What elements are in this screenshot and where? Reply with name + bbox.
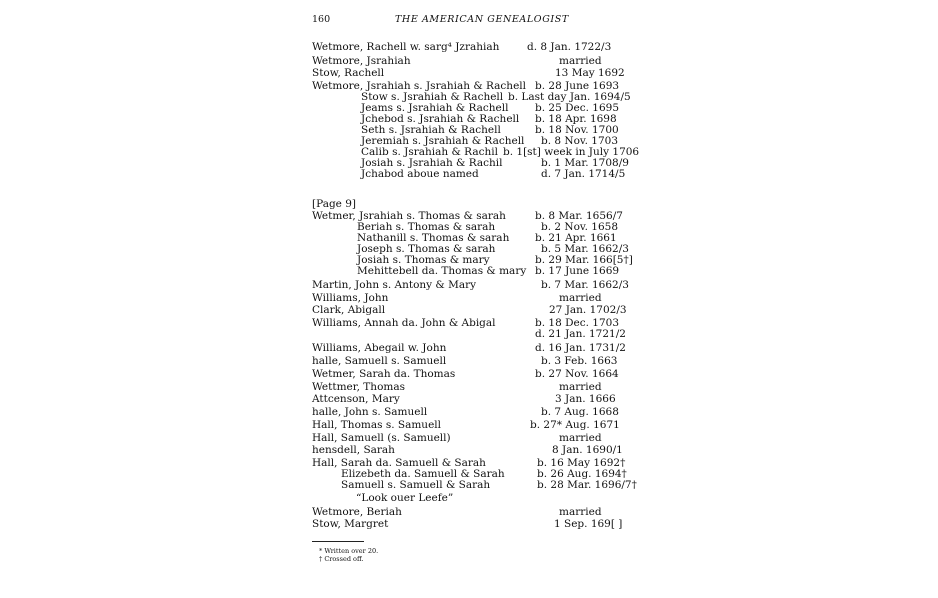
footnote: * Written over 20. xyxy=(319,547,379,555)
entry-name: Hall, Thomas s. Samuell xyxy=(312,419,442,431)
entry-name: Beriah s. Thomas & sarah xyxy=(357,221,496,233)
entry-value: 1 Sep. 169[ ] xyxy=(554,518,623,530)
entry-value: d. 8 Jan. 1722/3 xyxy=(527,41,612,53)
entry-value: b. 27* Aug. 1671 xyxy=(530,419,620,431)
entry-value: b. 18 Nov. 1700 xyxy=(535,124,619,136)
entry-name: Wetmore, Beriah xyxy=(312,506,402,518)
entry-value: b. 7 Aug. 1668 xyxy=(541,406,619,418)
page-marker: [Page 9] xyxy=(312,198,356,210)
entry-value: 3 Jan. 1666 xyxy=(555,393,616,405)
entry-name: Samuell s. Samuell & Sarah xyxy=(341,479,491,491)
entry-value: b. 28 Mar. 1696/7† xyxy=(537,479,637,491)
entry-value: b. 5 Mar. 1662/3 xyxy=(541,243,629,255)
entry-name: Elizebeth da. Samuell & Sarah xyxy=(341,468,505,480)
entry-name: hensdell, Sarah xyxy=(312,444,395,456)
entry-name: Wetmer, Sarah da. Thomas xyxy=(312,368,456,380)
entry-name: Martin, John s. Antony & Mary xyxy=(312,279,477,291)
entry-value: b. 8 Mar. 1656/7 xyxy=(535,210,623,222)
entry-name: Nathanill s. Thomas & sarah xyxy=(357,232,510,244)
entry-name: Josiah s. Thomas & mary xyxy=(357,254,490,266)
entry-name: Williams, John xyxy=(312,292,389,304)
entry-value: b. 2 Nov. 1658 xyxy=(541,221,619,233)
entry-value: married xyxy=(559,292,602,304)
entry-name: Seth s. Jsrahiah & Rachell xyxy=(361,124,501,136)
entry-value: married xyxy=(559,55,602,67)
entry-name: Attcenson, Mary xyxy=(312,393,400,405)
entry-value: married xyxy=(559,506,602,518)
annotation: “Look ouer Leefe” xyxy=(356,492,454,504)
entry-value: 8 Jan. 1690/1 xyxy=(552,444,623,456)
entry-value: b. 1[st] week in July 1706 xyxy=(503,146,640,158)
entry-value: b. 26 Aug. 1694† xyxy=(537,468,627,480)
running-title: THE AMERICAN GENEALOGIST xyxy=(395,14,569,25)
footnote: † Crossed off. xyxy=(319,555,364,563)
entry-name: Calib s. Jsrahiah & Rachil xyxy=(361,146,498,158)
entry-value: b. 16 May 1692† xyxy=(537,457,626,469)
entry-value: married xyxy=(559,381,602,393)
entry-name: Wetmore, Jsrahiah xyxy=(312,55,411,67)
entry-value: b. Last day Jan. 1694/5 xyxy=(508,91,631,103)
entry-value: b. 25 Dec. 1695 xyxy=(535,102,620,114)
entry-value: b. 29 Mar. 166[5†] xyxy=(535,254,633,266)
entry-value: b. 18 Dec. 1703 xyxy=(535,317,620,329)
entry-name: Clark, Abigall xyxy=(312,304,386,316)
entry-value: d. 7 Jan. 1714/5 xyxy=(541,168,626,180)
entry-value: b. 3 Feb. 1663 xyxy=(541,355,618,367)
footnote-rule xyxy=(312,541,364,542)
entry-name: Jchabod aboue named xyxy=(361,168,479,180)
entry-value: b. 27 Nov. 1664 xyxy=(535,368,619,380)
entry-name: halle, Samuell s. Samuell xyxy=(312,355,447,367)
entry-name: Stow s. Jsrahiah & Rachell xyxy=(361,91,504,103)
entry-name: Stow, Margret xyxy=(312,518,389,530)
entry-name: Hall, Samuell (s. Samuell) xyxy=(312,432,451,444)
entry-value: b. 1 Mar. 1708/9 xyxy=(541,157,629,169)
entry-name: Jeremiah s. Jsrahiah & Rachell xyxy=(361,135,525,147)
entry-name: halle, John s. Samuell xyxy=(312,406,428,418)
entry-name: Stow, Rachell xyxy=(312,67,385,79)
entry-name: Jchebod s. Jsrahiah & Rachell xyxy=(361,113,520,125)
entry-value: b. 7 Mar. 1662/3 xyxy=(541,279,629,291)
entry-name: Joseph s. Thomas & sarah xyxy=(357,243,496,255)
entry-name: Williams, Abegail w. John xyxy=(312,342,447,354)
entry-name: Mehittebell da. Thomas & mary xyxy=(357,265,527,277)
entry-name: Wettmer, Thomas xyxy=(312,381,405,393)
entry-value: d. 16 Jan. 1731/2 xyxy=(535,342,626,354)
entry-name: Josiah s. Jsrahiah & Rachil xyxy=(361,157,503,169)
entry-name: Wetmore, Jsrahiah s. Jsrahiah & Rachell xyxy=(312,80,526,92)
entry-value: married xyxy=(559,432,602,444)
page-number: 160 xyxy=(312,14,331,25)
entry-value: b. 18 Apr. 1698 xyxy=(535,113,617,125)
entry-name: Wetmore, Rachell w. sarg⁴ Jzrahiah xyxy=(312,41,500,53)
entry-name: Hall, Sarah da. Samuell & Sarah xyxy=(312,457,486,469)
entry-value: b. 21 Apr. 1661 xyxy=(535,232,617,244)
entry-value: 27 Jan. 1702/3 xyxy=(549,304,627,316)
entry-value: d. 21 Jan. 1721/2 xyxy=(535,328,626,340)
entry-name: Wetmer, Jsrahiah s. Thomas & sarah xyxy=(312,210,506,222)
entry-value: b. 17 June 1669 xyxy=(535,265,620,277)
entry-value: 13 May 1692 xyxy=(555,67,625,79)
entry-value: b. 8 Nov. 1703 xyxy=(541,135,619,147)
entry-value: b. 28 June 1693 xyxy=(535,80,620,92)
entry-name: Williams, Annah da. John & Abigal xyxy=(312,317,496,329)
entry-name: Jeams s. Jsrahiah & Rachell xyxy=(361,102,509,114)
